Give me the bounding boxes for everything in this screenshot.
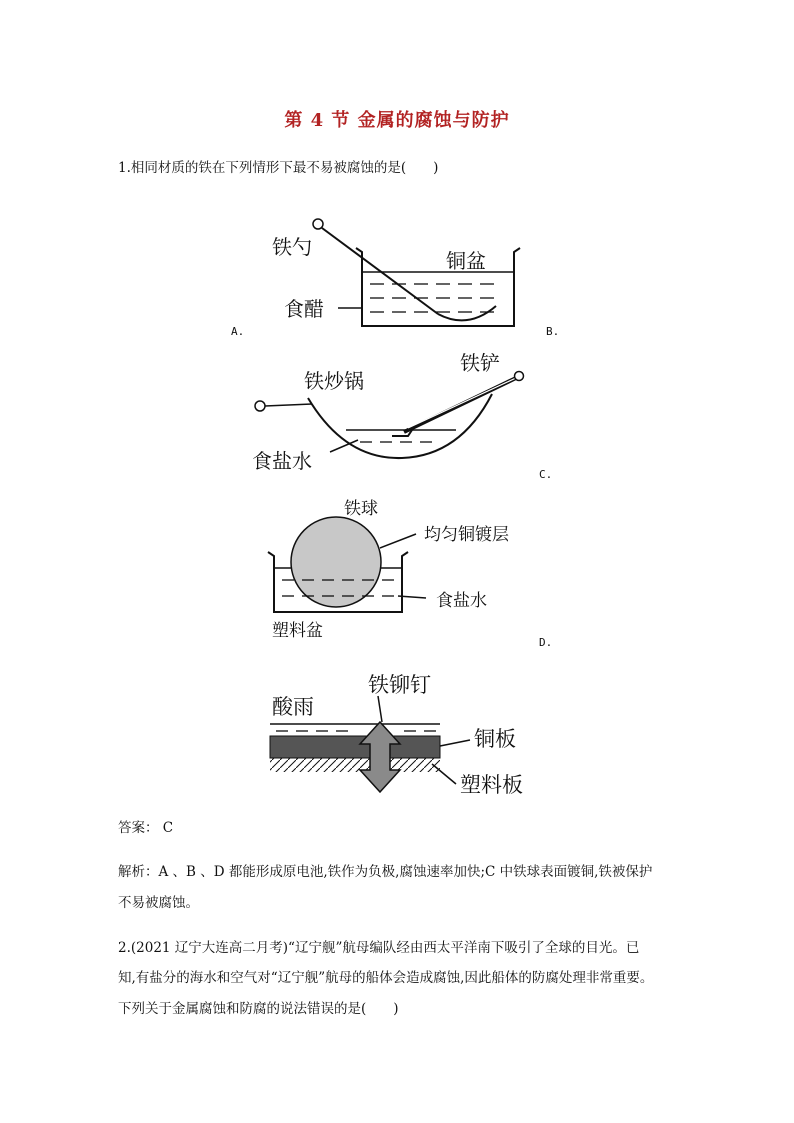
- question-2-line-1: 2.(2021 辽宁大连高二月考)“辽宁舰”航母编队经由西太平洋南下吸引了全球的目光。已: [118, 940, 640, 956]
- page-title: 第 4 节 金属的腐蚀与防护: [284, 110, 510, 131]
- fig-a-label-vinegar: 食醋: [284, 297, 324, 321]
- question-2-line-3: 下列关于金属腐蚀和防腐的说法错误的是( ): [118, 1001, 399, 1017]
- fig-a-label-spoon: 铁勺: [272, 235, 312, 259]
- fig-c-label-saltwater: 食盐水: [436, 591, 487, 611]
- figure-b: [252, 351, 524, 473]
- fig-b-label-wok: 铁炒锅: [304, 369, 364, 393]
- option-c-label: C.: [539, 468, 553, 481]
- answer: 答案： C: [118, 820, 174, 836]
- option-d-label: D.: [539, 636, 553, 649]
- option-a-label: A.: [231, 325, 245, 338]
- fig-b-label-spatula: 铁铲: [460, 351, 500, 375]
- fig-c-label-ball: 铁球: [344, 499, 378, 519]
- question-1-stem: 1.相同材质的铁在下列情形下最不易被腐蚀的是( ): [118, 160, 439, 176]
- fig-c-label-plastic-basin: 塑料盆: [272, 621, 323, 641]
- option-b-label: B.: [546, 325, 560, 338]
- figure-a: [272, 219, 520, 326]
- figure-d: [270, 673, 523, 797]
- fig-c-label-coating: 均匀铜镀层: [424, 525, 509, 545]
- question-2-line-2: 知,有盐分的海水和空气对“辽宁舰”航母的船体会造成腐蚀,因此船体的防腐处理非常重要。: [118, 970, 654, 986]
- fig-d-label-acid-rain: 酸雨: [272, 695, 314, 719]
- figure-c: [268, 499, 509, 641]
- analysis-line-1: 解析：A 、B 、D 都能形成原电池,铁作为负极,腐蚀速率加快;C 中铁球表面镀铜,铁被保护: [118, 864, 653, 880]
- fig-d-label-rivet: 铁铆钉: [368, 673, 431, 697]
- analysis-line-2: 不易被腐蚀。: [118, 895, 199, 911]
- fig-a-label-basin: 铜盆: [446, 249, 486, 273]
- fig-d-label-plastic-plate: 塑料板: [460, 773, 523, 797]
- fig-b-label-saltwater: 食盐水: [252, 449, 312, 473]
- fig-d-label-copper-plate: 铜板: [474, 727, 516, 751]
